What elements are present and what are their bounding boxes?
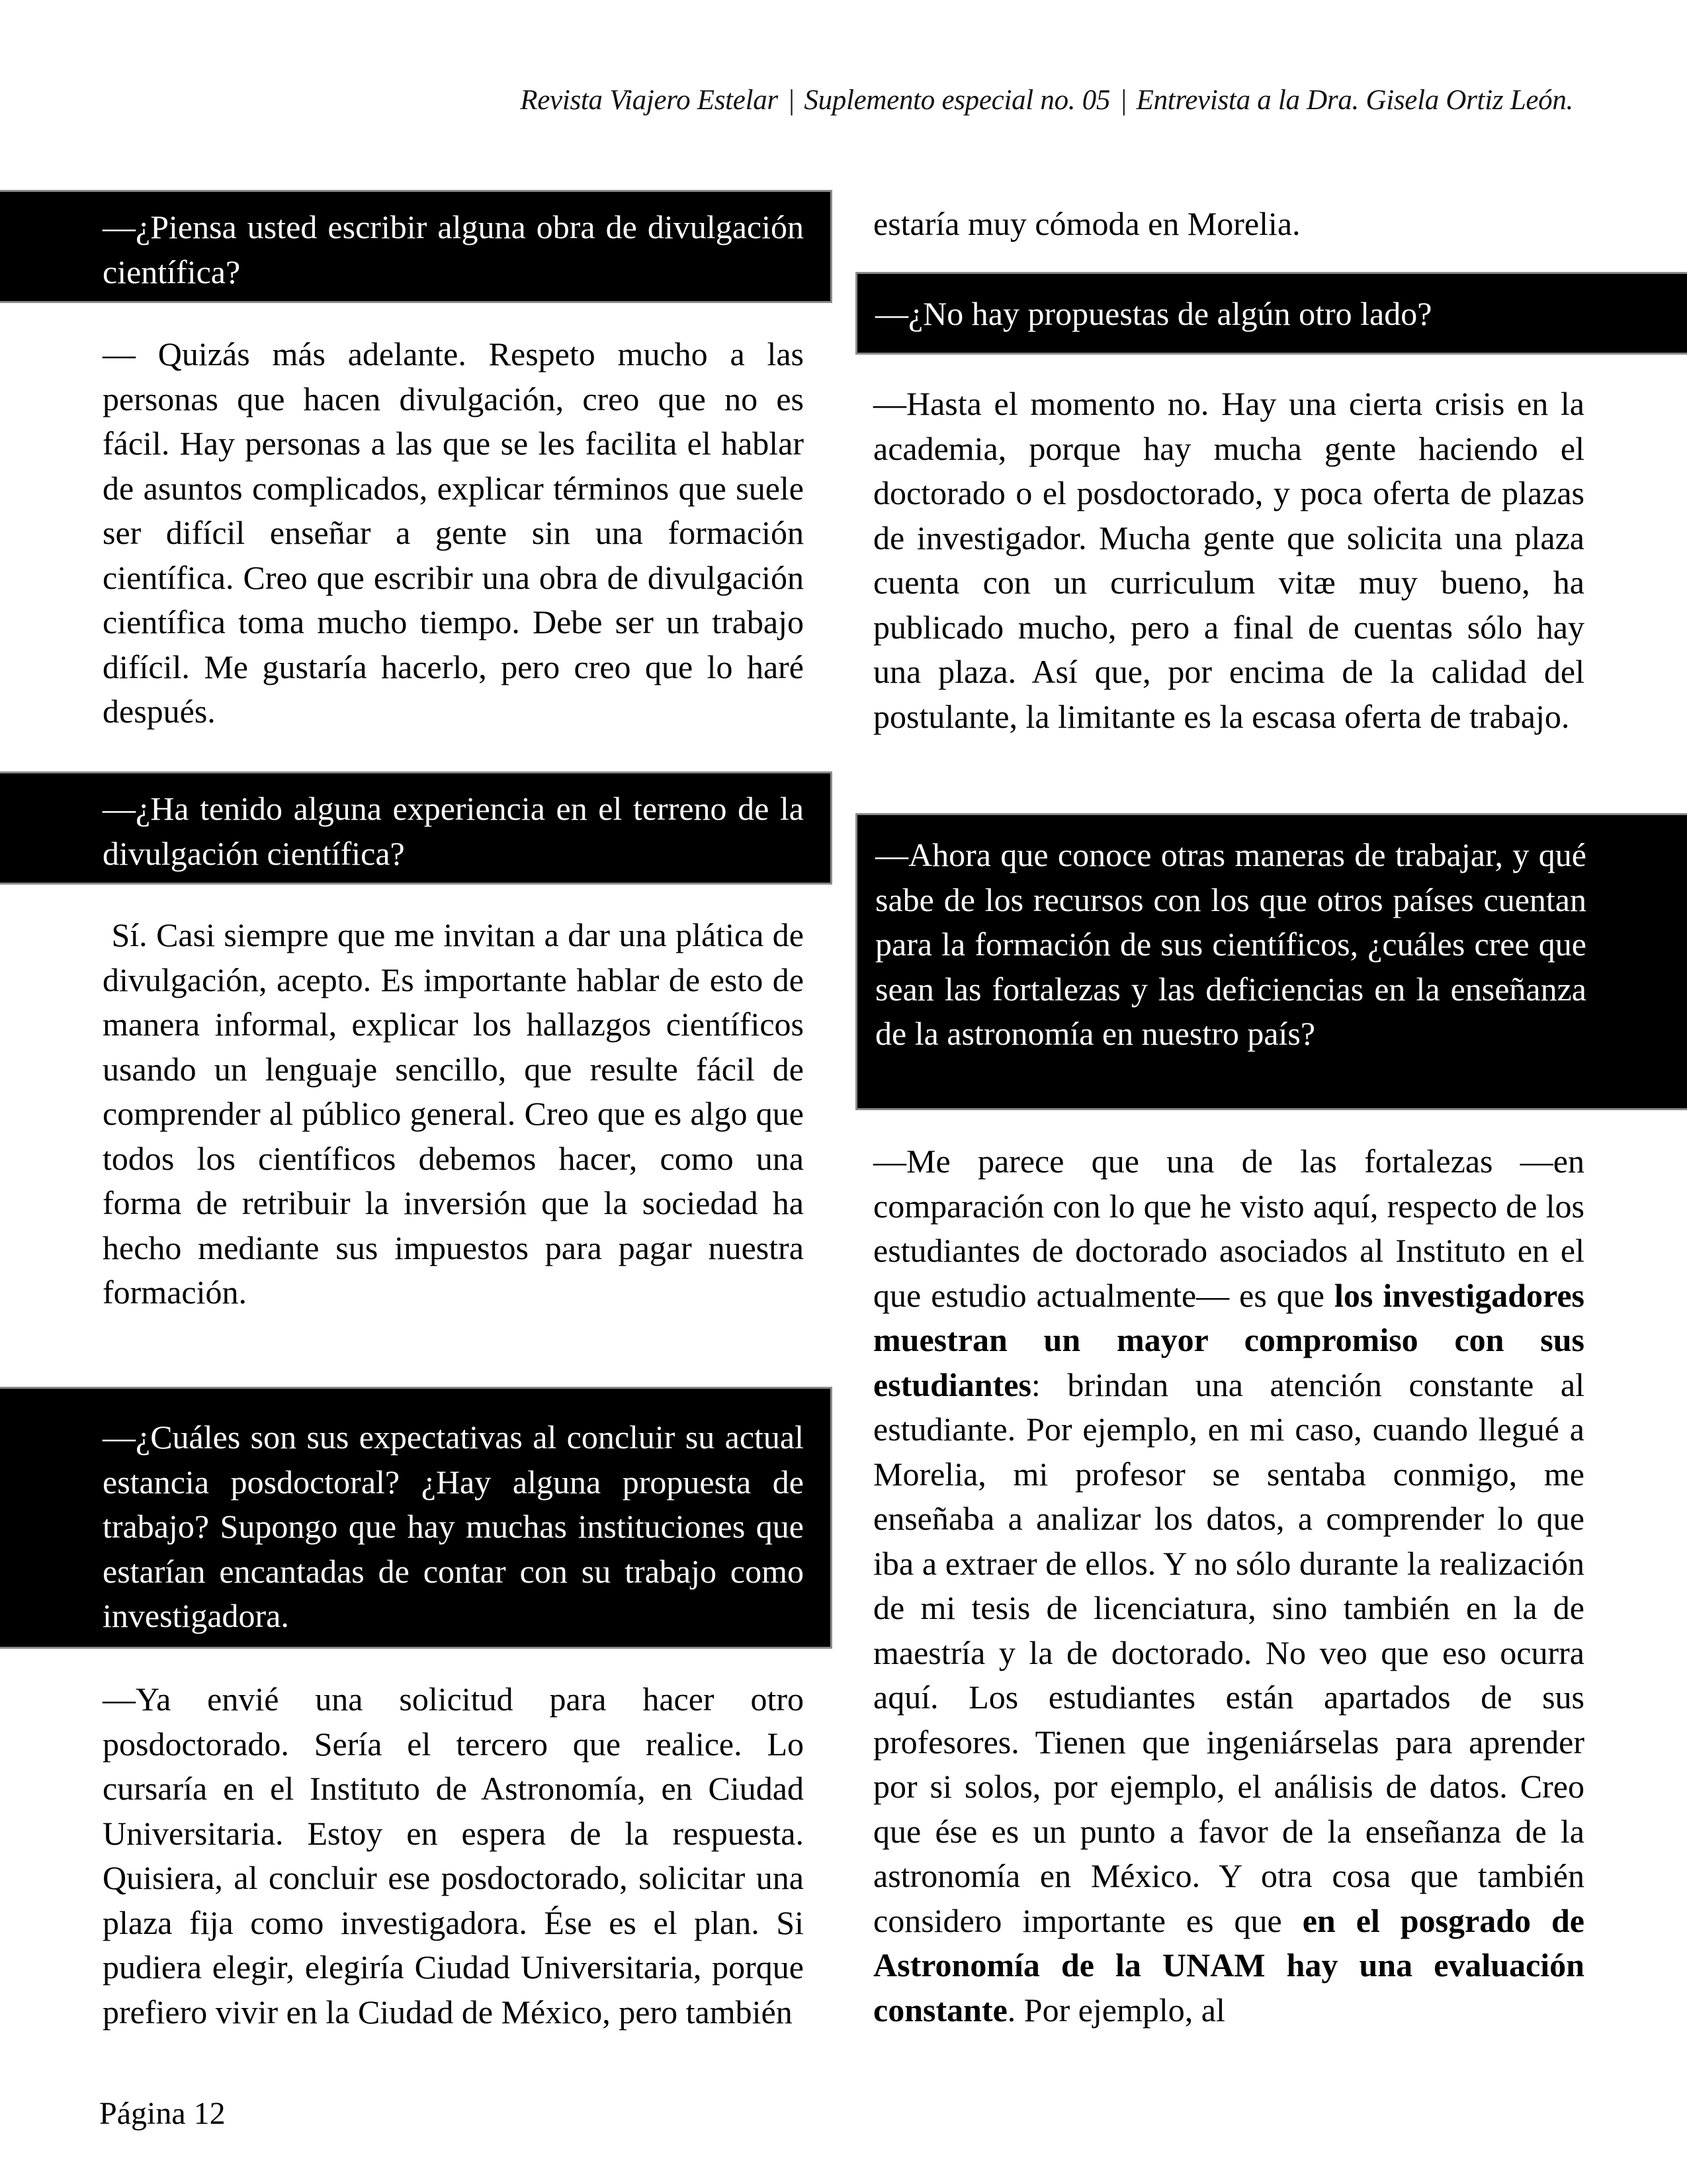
question-box-5	[855, 813, 1687, 1110]
article-title: Entrevista a la Dra. Gisela Ortiz León.	[1136, 85, 1573, 116]
question-text: —¿Cuáles son sus expectativas al concluir su actual estancia posdoctoral? ¿Hay alguna propuesta de trabajo? Supongo que hay muchas instituciones que estarían encantadas de contar con su trabajo como investigadora.	[103, 1419, 804, 1634]
answer-text: . Por ejemplo, al	[1007, 1991, 1225, 2029]
answer-paragraph-1: — Quizás más adelante. Respeto mucho a las personas que hacen divulgación, creo que no es fácil. Hay personas a las que se les facilita el hablar de asuntos complicados, explicar términos que suele ser difícil enseñar a gente sin una formación científica. Creo que escribir una obra de divulgación científica toma mucho tiempo. Debe ser un trabajo difícil. Me gustaría hacerlo, pero creo que lo haré después.	[103, 335, 804, 730]
question-text: —¿Ha tenido alguna experiencia en el terreno de la divulgación científica?	[103, 790, 804, 872]
answer-paragraph-4: —Hasta el momento no. Hay una cierta crisis en la academia, porque hay mucha gente haciendo el doctorado o el posdoctorado, y poca oferta de plazas de investigador. Mucha gente que solicita una plaza cuenta con un curriculum vitæ muy bueno, ha publicado mucho, pero a final de cuentas sólo hay una plaza. Así que, por encima de la calidad del postulante, la limitante es la escasa oferta de trabajo.	[873, 385, 1584, 735]
question-text: —¿Piensa usted escribir alguna obra de divulgación científica?	[103, 208, 804, 290]
question-text: —Ahora que conoce otras maneras de trabajar, y qué sabe de los recursos con los que otros países cuentan para la formación de sus científicos, ¿cuáles cree que sean las fortalezas y las deficiencias en la enseñanza de la astronomía en nuestro país?	[875, 836, 1586, 1052]
answer-paragraph-3-continued: estaría muy cómoda en Morelia.	[873, 205, 1301, 242]
answer-paragraph-3: —Ya envié una solicitud para hacer otro posdoctorado. Sería el tercero que realice. Lo cursaría en el Instituto de Astronomía, en Ciudad Universitaria. Estoy en espera de la respuesta. Quisiera, al concluir ese posdoctorado, solicitar una plaza fija como investigadora. Ése es el plan. Si pudiera elegir, elegiría Ciudad Universitaria, porque prefiero vivir en la Ciudad de México, pero también	[103, 1681, 804, 2031]
answer-text: —Me parece que una de las fortalezas —en comparación con lo que he visto aquí, respecto de los estudiantes de doctorado asociados al Instituto en el que estudio actualmente— es que	[873, 1143, 1584, 1314]
header-separator: |	[1119, 85, 1127, 116]
header-separator: |	[787, 85, 795, 116]
page-number: Página 12	[99, 2096, 226, 2131]
emphasis-text: los investigadores muestran un mayor compromiso con sus estudiantes	[873, 1276, 1584, 1403]
question-box-4	[855, 272, 1687, 355]
answer-text: : brindan una atención constante al estudiante. Por ejemplo, en mi caso, cuando llegué a Morelia, mi profesor se sentaba conmigo, me enseñaba a analizar los datos, a comprender lo que iba a extraer de ellos. Y no sólo durante la realización de mi tesis de licenciatura, sino también en la de maestría y la de doctorado. No veo que eso ocurra aquí. Los estudiantes están apartados de sus profesores. Tienen que ingeniárselas para aprender por si solos, por ejemplo, el análisis de datos. Creo que ése es un punto a favor de la enseñanza de la astronomía en México. Y otra cosa que también considero importante es que	[873, 1366, 1584, 1939]
question-box-2	[0, 771, 832, 885]
answer-paragraph-5	[873, 1139, 1584, 2032]
question-text: —¿No hay propuestas de algún otro lado?	[875, 295, 1432, 332]
magazine-title: Revista Viajero Estelar	[520, 85, 778, 116]
supplement-title: Suplemento especial no. 05	[804, 85, 1111, 116]
answer-paragraph-2: Sí. Casi siempre que me invitan a dar una plática de divulgación, acepto. Es importante hablar de esto de manera informal, explicar los hallazgos científicos usando un lenguaje sencillo, que resulte fácil de comprender al público general. Creo que es algo que todos los científicos debemos hacer, como una forma de retribuir la inversión que la sociedad ha hecho mediante sus impuestos para pagar nuestra formación.	[103, 916, 812, 1311]
running-header	[0, 81, 1573, 120]
emphasis-text: en el posgrado de Astronomía de la UNAM hay una evaluación constante	[873, 1901, 1584, 2029]
question-box-1	[0, 190, 832, 303]
question-box-3	[0, 1387, 832, 1649]
